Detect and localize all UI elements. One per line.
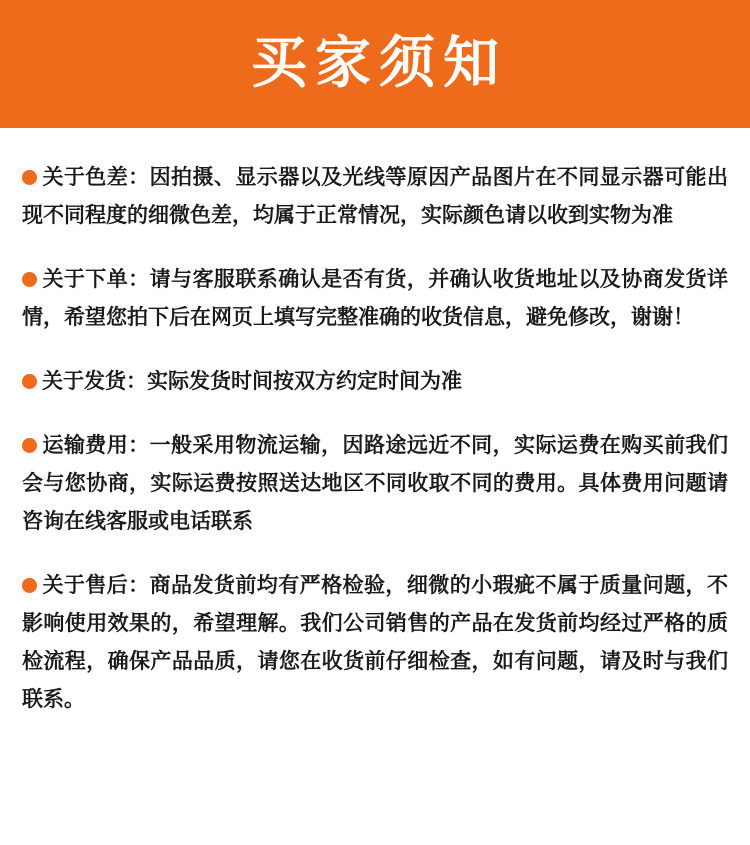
bullet-icon	[22, 272, 37, 287]
bullet-icon	[22, 578, 37, 593]
notice-paragraph	[22, 566, 728, 718]
notice-paragraph	[22, 158, 728, 234]
notice-text: 请与客服联系确认是否有货，并确认收货地址以及协商发货详情，希望您拍下后在网页上填写完整准确的收货信息，避免修改，谢谢！	[22, 267, 728, 329]
notice-paragraph	[22, 260, 728, 336]
notice-item	[22, 426, 728, 540]
notice-list	[0, 128, 750, 718]
notice-text: 商品发货前均有严格检验，细微的小瑕疵不属于质量问题，不影响使用效果的，希望理解。我们公司销售的产品在发货前均经过严格的质检流程，确保产品品质，请您在收货前仔细检查，如有问题，请及时与我们联系。	[22, 573, 728, 711]
notice-label: 运输费用：	[42, 433, 150, 457]
page-title: 买家须知	[251, 31, 507, 96]
notice-item	[22, 260, 728, 336]
notice-paragraph	[22, 362, 728, 400]
notice-item	[22, 566, 728, 718]
notice-text: 实际发货时间按双方约定时间为准	[147, 369, 462, 393]
notice-label: 关于色差：	[42, 165, 150, 189]
notice-paragraph	[22, 426, 728, 540]
notice-label: 关于下单：	[42, 267, 150, 291]
notice-text: 因拍摄、显示器以及光线等原因产品图片在不同显示器可能出现不同程度的细微色差，均属于正常情况，实际颜色请以收到实物为准	[22, 165, 728, 227]
bullet-icon	[22, 438, 37, 453]
notice-item	[22, 158, 728, 234]
notice-label: 关于发货：	[42, 369, 147, 393]
notice-label: 关于售后：	[42, 573, 150, 597]
bullet-icon	[22, 374, 37, 389]
page-banner	[0, 0, 750, 128]
notice-text: 一般采用物流运输，因路途远近不同，实际运费在购买前我们会与您协商，实际运费按照送达地区不同收取不同的费用。具体费用问题请咨询在线客服或电话联系	[22, 433, 728, 533]
bullet-icon	[22, 170, 37, 185]
notice-item	[22, 362, 728, 400]
